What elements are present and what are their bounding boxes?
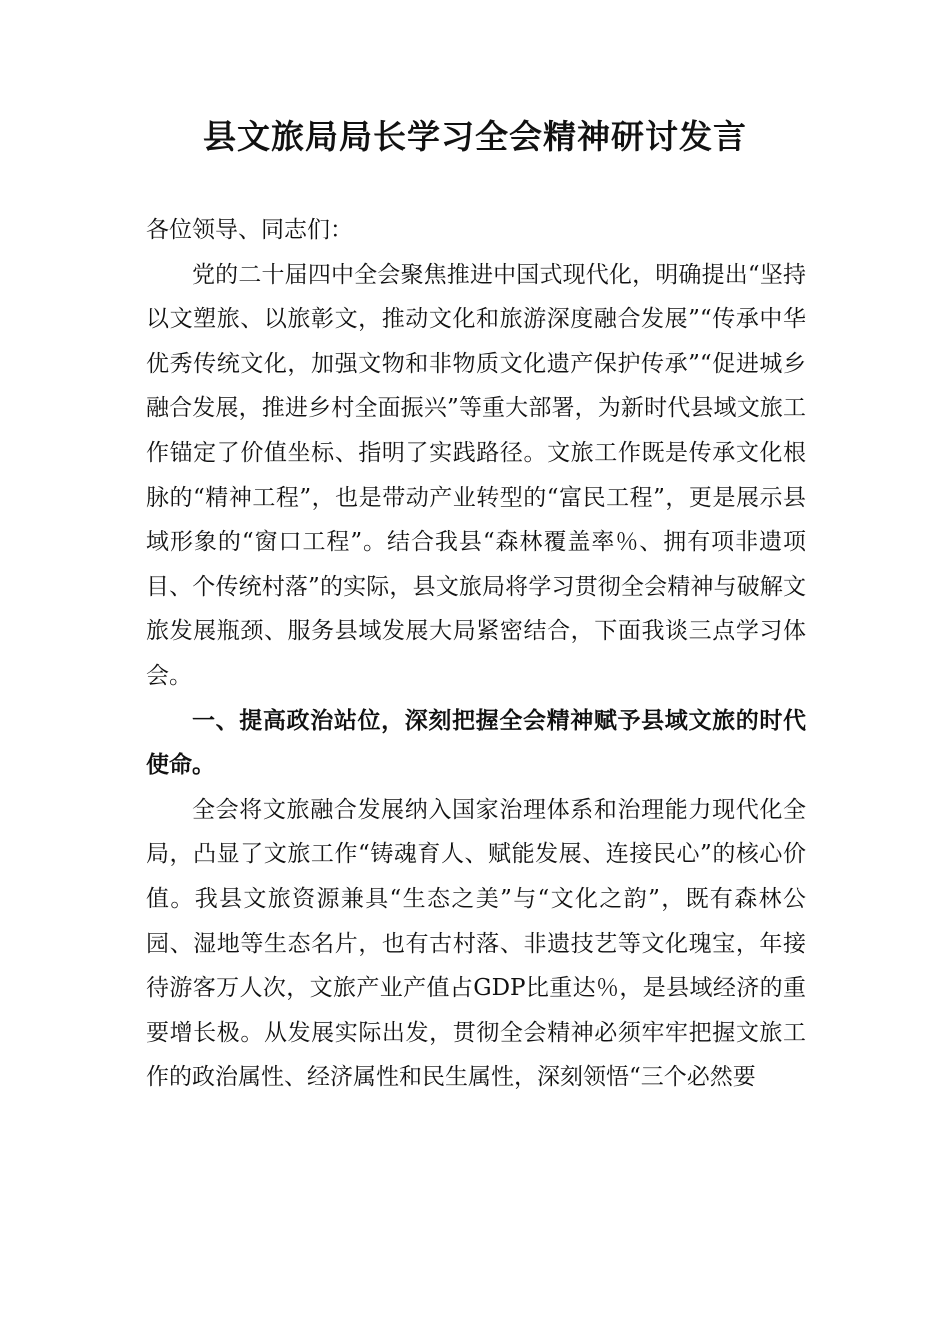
document-title: 县文旅局局长学习全会精神研讨发言 [203, 117, 747, 156]
paragraph-intro: 党的二十届四中全会聚焦推进中国式现代化，明确提出“坚持以文塑旅、以旅彰文，推动文化和旅游深度融合发展”“传承中华优秀传统文化，加强文物和非物质文化遗产保护传承”“促进城乡融合发展，推进乡村全面振兴”等重大部署，为新时代县域文旅工作锚定了价值坐标、指明了实践路径。文旅工作既是传承文化根脉的“精神工程”，也是带动产业转型的“富民工程”，更是展示县域形象的“窗口工程”。结合我县“森林覆盖率％、拥有项非遗项目、个传统村落”的实际，县文旅局将学习贯彻全会精神与破解文旅发展瓶颈、服务县域发展大局紧密结合，下面我谈三点学习体会。 [146, 261, 806, 689]
document-body [146, 208, 806, 1100]
paragraph-section-1: 全会将文旅融合发展纳入国家治理体系和治理能力现代化全局，凸显了文旅工作“铸魂育人、赋能发展、连接民心”的核心价值。我县文旅资源兼具“生态之美”与“文化之韵”，既有森林公园、湿地等生态名片，也有古村落、非遗技艺等文化瑰宝，年接待游客万人次，文旅产业产值占GDP比重达％，是县域经济的重要增长极。从发展实际出发，贯彻全会精神必须牢牢把握文旅工作的政治属性、经济属性和民生属性，深刻领悟“三个必然要 [146, 796, 806, 1091]
section-heading-1: 一、提高政治站位，深刻把握全会精神赋予县域文旅的时代使命。 [146, 707, 806, 779]
greeting-line: 各位领导、同志们： [146, 217, 353, 243]
